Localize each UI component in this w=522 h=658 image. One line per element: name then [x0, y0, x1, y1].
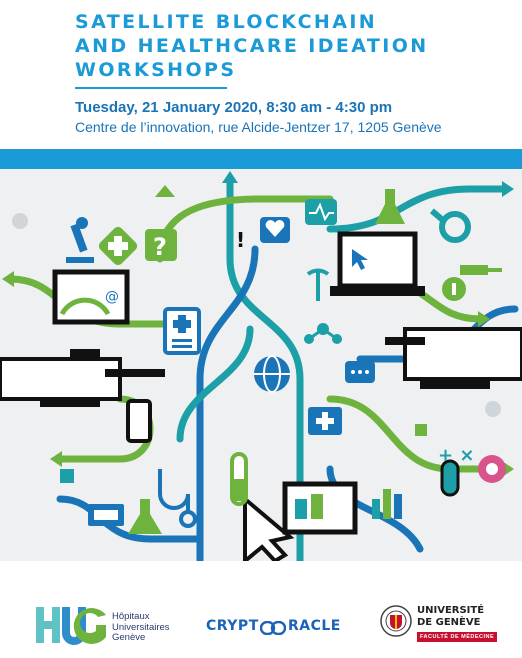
pixel-hand-right-icon [385, 329, 522, 389]
workshop-title [75, 10, 495, 82]
heart-message-icon [260, 217, 290, 243]
arrow-up-icon [155, 185, 175, 197]
heart-rate-icon [305, 199, 337, 225]
university-seal-icon [380, 605, 412, 637]
bar-chart-icon [372, 489, 402, 519]
pixel-hand-left-icon [0, 349, 165, 407]
cryptoracle-part-1: CRYPT [206, 618, 259, 634]
laptop-icon [55, 272, 127, 322]
at-sign-text: @ [105, 289, 119, 305]
hug-name-line: Genève [112, 632, 146, 643]
healthcare-tech-illustration [0, 169, 522, 561]
medical-cross-icon [97, 225, 139, 267]
event-date-time: Tuesday, 21 January 2020, 8:30 am - 4:30 pm [75, 99, 393, 116]
title-underline [75, 87, 227, 89]
square-mark-icon [60, 469, 74, 483]
arrow-right-icon [502, 181, 514, 197]
molecule-icon [304, 323, 342, 344]
exclamation-text: ! [236, 228, 246, 252]
cryptoracle-logo [206, 618, 346, 638]
path-teal-top-right [330, 189, 505, 229]
illustration-canvas [0, 169, 522, 561]
gear-icon [485, 401, 501, 417]
caduceus-icon [308, 269, 328, 301]
beaker-icon [128, 499, 162, 534]
square-mark-icon [415, 424, 427, 436]
smartphone-icon [128, 401, 150, 441]
help-question-icon [145, 229, 177, 261]
laptop-icon [330, 234, 425, 296]
chat-icon [345, 361, 375, 383]
cryptoracle-part-2: RACLE [288, 618, 341, 634]
syringe-icon [460, 265, 502, 275]
event-venue: Centre de l’innovation, rue Alcide-Jentzer 17, 1205 Genève [75, 119, 442, 135]
unige-logo [380, 605, 500, 647]
globe-icon [254, 356, 290, 392]
info-icon [442, 277, 466, 301]
question-mark-text: ? [153, 233, 167, 261]
arrow-up-icon [222, 171, 238, 183]
plus-times-text: + × [438, 445, 475, 466]
hug-logo [36, 607, 186, 647]
hug-name [112, 612, 170, 644]
hug-name-line: Hôpitaux [112, 611, 150, 622]
partner-logos [0, 585, 522, 658]
gear-icon [12, 213, 28, 229]
medical-kit-icon [308, 407, 342, 435]
virus-icon [478, 455, 506, 483]
title-line-1: SATELLITE BLOCKCHAIN [75, 11, 378, 33]
hug-mark-icon [36, 607, 106, 645]
blue-divider-band [0, 149, 522, 169]
unige-name-line: DE GENÈVE [417, 617, 481, 628]
pill-icon [442, 461, 458, 495]
test-tube-icon [232, 454, 246, 504]
stethoscope-icon [160, 469, 195, 526]
faculty-badge: FACULTÉ DE MÉDECINE [417, 632, 497, 642]
unige-name [417, 605, 484, 629]
title-line-2: AND HEALTHCARE IDEATION [75, 35, 429, 57]
arrow-left-icon [50, 451, 62, 467]
microchip-icon [88, 504, 124, 526]
hug-name-line: Universitaires [112, 621, 170, 633]
unige-name-line: UNIVERSITÉ [417, 605, 485, 616]
monitor-icon [285, 484, 355, 532]
medical-record-icon [165, 309, 199, 353]
magnifier-icon [430, 209, 468, 240]
title-line-3: WORKSHOPS [75, 59, 237, 81]
linked-o-icon [260, 621, 286, 635]
microscope-icon [66, 217, 94, 263]
arrow-left-icon [2, 271, 14, 287]
